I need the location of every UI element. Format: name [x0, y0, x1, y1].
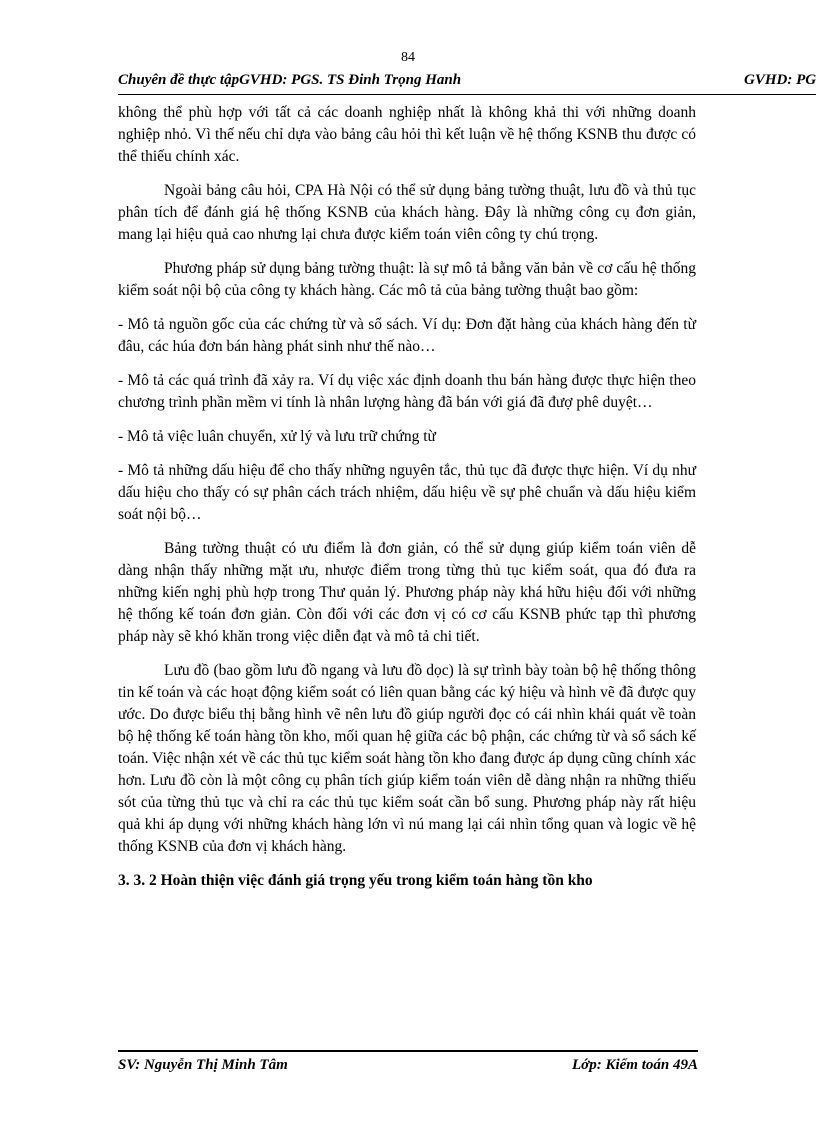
- list-item: - Mô tả việc luân chuyển, xử lý và lưu trữ chứng từ: [118, 428, 436, 445]
- paragraph-tools: Ngoài bảng câu hỏi, CPA Hà Nội có thể sử dụng bảng tường thuật, lưu đồ và thủ tục phân tích để đánh giá hệ thống KSNB của khách hàng. Đây là những công cụ đơn giản, mang lại hiệu quả cao nhưng lại chưa được kiểm toán viên công ty chú trọng.: [118, 182, 696, 243]
- list-item: - Mô tả những dấu hiệu để cho thấy những nguyên tắc, thủ tục đã được thực hiện. Ví dụ như dấu hiệu cho thấy có sự phân cách trách nhiệm, dấu hiệu về sự phê chuẩn và dấu hiệu kiểm soát nội bộ…: [118, 462, 696, 523]
- header-supervisor: GVHD: PG: [744, 72, 816, 88]
- paragraph-continuation: không thể phù hợp với tất cả các doanh nghiệp nhất là không khả thi với những doanh nghiệp nhỏ. Vì thế nếu chỉ dựa vào bảng câu hỏi thì kết luận về hệ thống KSNB thu được có thể thiếu chính xác.: [118, 104, 696, 165]
- footer-student: SV: Nguyễn Thị Minh Tâm: [118, 1057, 288, 1073]
- paragraph-narrative-method: Phương pháp sử dụng bảng tường thuật: là sự mô tả bằng văn bản về cơ cấu hệ thống kiểm soát nội bộ của công ty khách hàng. Các mô tả của bảng tường thuật bao gồm:: [118, 260, 696, 299]
- paragraph-flowchart: Lưu đồ (bao gồm lưu đồ ngang và lưu đồ dọc) là sự trình bày toàn bộ hệ thống thông tin kế toán và các hoạt động kiểm soát có liên quan bằng các ký hiệu và hình vẽ đã được quy ước. Do được biểu thị bằng hình vẽ nên lưu đồ giúp người đọc có cái nhìn khái quát về toàn bộ hệ thống kế toán hàng tồn kho, mối quan hệ giữa các bộ phận, các chứng từ và sổ sách kế toán. Việc nhận xét về các thủ tục kiểm soát hàng tồn kho đang được áp dụng cũng chính xác hơn. Lưu đồ còn là một công cụ phân tích giúp kiểm toán viên dễ dàng nhận ra những thiếu sót của từng thủ tục và chỉ ra các thủ tục kiểm soát cần bổ sung. Phương pháp này rất hiệu quả khi áp dụng với những khách hàng lớn vì nú mang lại cái nhìn tổng quan và logic về hệ thống KSNB của đơn vị khách hàng.: [118, 662, 696, 855]
- list-item: - Mô tả các quá trình đã xảy ra. Ví dụ việc xác định doanh thu bán hàng được thực hiện theo chương trình phần mềm vi tính là nhân lượng hàng đã bán với giá đã đượ phê duyệt…: [118, 372, 696, 411]
- page-header: [118, 70, 816, 95]
- section-heading: 3. 3. 2 Hoàn thiện việc đánh giá trọng yếu trong kiểm toán hàng tồn kho: [118, 872, 593, 889]
- footer-class: Lớp: Kiểm toán 49A: [572, 1057, 698, 1073]
- list-item: - Mô tả nguồn gốc của các chứng từ và sổ sách. Ví dụ: Đơn đặt hàng của khách hàng đến từ đâu, các húa đơn bán hàng phát sinh như thế nào…: [118, 316, 696, 355]
- paragraph-narrative-advantages: Bảng tường thuật có ưu điểm là đơn giản, có thể sử dụng giúp kiểm toán viên dễ dàng nhận thấy những mặt ưu, nhược điểm trong từng thủ tục kiểm soát, qua đó đưa ra những kiến nghị phù hợp trong Thư quản lý. Phương pháp này khá hữu hiệu đối với những hệ thống kế toán đơn giản. Còn đối với các đơn vị có cơ cấu KSNB phức tạp thì phương pháp này sẽ khó khăn trong việc diễn đạt và mô tả chi tiết.: [118, 540, 696, 645]
- page-footer: [118, 1050, 698, 1076]
- page-body: [118, 102, 696, 892]
- page-number: 84: [401, 50, 415, 65]
- header-title: Chuyên đề thực tậpGVHD: PGS. TS Đinh Trọng Hanh: [118, 72, 462, 88]
